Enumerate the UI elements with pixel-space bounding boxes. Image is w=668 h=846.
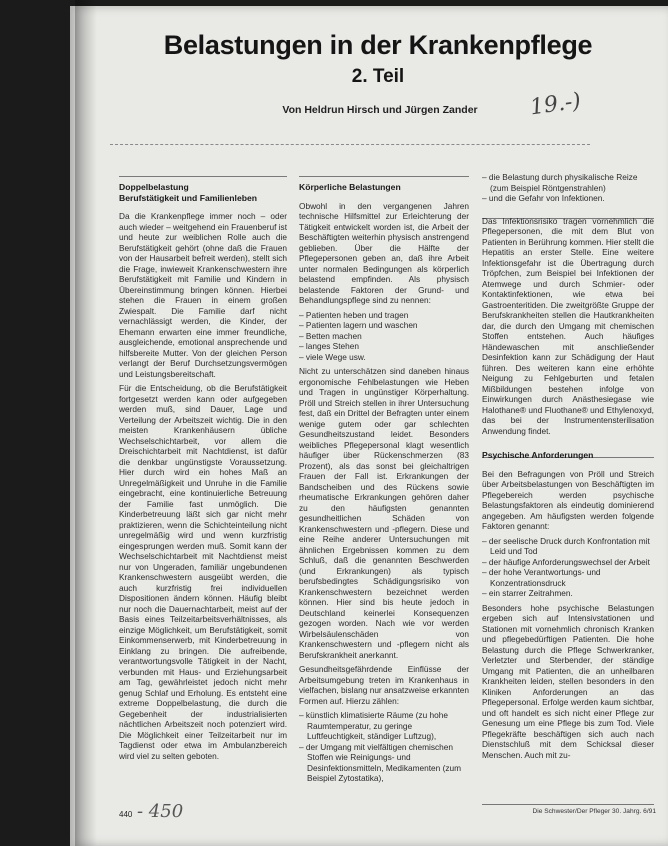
paragraph: Bei den Befragungen von Pröll und Streich über Arbeitsbelastungen von Beschäftigten im Pflegebereich werden psychische Belastungsfaktoren als eindeutig dominierend angegeben. Am häufigsten werden folgende Faktoren genannt: (482, 468, 654, 531)
paragraph: Obwohl in den vergangenen Jahren technische Hilfsmittel zur Erleichterung der Tätigkeit entwickelt worden ist, die Arbeit der Beschäftigten weiterhin physisch anstrengend geblieben. Über die Hälfte der Pflegepersonen geben an, daß ihre Arbeit unter normalen Bedingungen als körperlich belastend empfinden. Als physisch belastende Faktoren der Grund- und Behandlungspflege sind zu nennen: (299, 200, 469, 305)
list-item: – der Umgang mit vielfältigen chemischen Stoffen wie Reinigungs- und Desinfektionsmitteln, Medikamenten (zum Beispiel Zytostatika), (299, 742, 469, 784)
list-item: – der seelische Druck durch Konfrontation mit Leid und Tod (482, 536, 654, 557)
section-heading: Psychische Anforderungen (482, 450, 594, 460)
article-subtitle: 2. Teil (351, 66, 405, 87)
paragraph: Da die Krankenpflege immer noch – oder auch wieder – weitgehend ein Frauenberuf ist und heute zur weiblichen Rolle auch die Berufstätigkeit gehört (ohne daß die Frauen von der Hausarbeit befreit werden), stellt sich die Frage, inwieweit Krankenschwestern ihre Berufstätigkeit mit Familie und Kindern in Übereinstimmung bringen können. Hierbei stehen die Frauen in einem großen Zwiespalt. Die Familie darf nicht vernachlässigt werden, die Kinder, der Ehemann erwarten eine immer freundliche, ausgleichende, emotional ansprechende und hilfsbereite Mutter. Von der gleichen Person verlangt der Beruf Durchsetzungsvermögen und Leistungsbereitschaft. (119, 211, 287, 379)
list-item: – Patienten heben und tragen (299, 310, 469, 321)
paragraph: Gesundheitsgefährdende Einflüsse der Arbeitsumgebung treten im Krankenhaus in vielfachen, bislang nur ansatzweise erkannten Formen auf. Hierzu zählen: (299, 664, 469, 706)
bullet-list (482, 536, 654, 599)
header-separator (110, 144, 590, 146)
handwritten-annotation: 19.-) (528, 88, 583, 121)
list-item: – langes Stehen (299, 341, 469, 352)
paragraph: Besonders hohe psychische Belastungen ergeben sich auf Intensivstationen und Stationen mit vornehmlich chronisch Kranken und pflegebedürftigen Patienten. Die hohe Belastung durch die Pflege Schwerkranker, Verletzter und Sterbender, der ständige Umgang mit Patienten, die an unheilbaren Krankheiten leiden, stellen besonders in den Kliniken Anforderungen an das Pflegepersonal. Erfolge werden kaum sichtbar, und oft handelt es sich nicht einer Pflege zur Genesung um eine Pflege bis zum Tod. Viele Pflegekräfte beschäftigen sich auch nach Dienstschluß mit dem Schicksal dieser Menschen. Auch mit zu- (482, 602, 654, 760)
article-title: Belastungen in der Krankenpflege (163, 30, 593, 60)
article-authors: Von Heldrun Hirsch und Jürgen Zander (282, 104, 478, 116)
heading-line: Berufstätigkeit und Familienleben (119, 192, 257, 203)
column-rule (119, 176, 287, 177)
list-item: – Betten machen (299, 331, 469, 342)
journal-footer: Die Schwester/Der Pfleger 30. Jahrg. 6/91 (532, 808, 656, 815)
bullet-list (482, 172, 654, 204)
list-item: – die Belastung durch physikalische Reize (zum Beispiel Röntgenstrahlen) (482, 172, 654, 193)
paragraph: Nicht zu unterschätzen sind daneben hinaus ergonomische Fehlbelastungen wie Heben und Tragen in ungünstiger Körperhaltung. Pröll und Streich stellen in ihrer Untersuchung fest, daß ein Drittel der Befragten unter einem wenige gutem oder gar schlechten Gesundheitszustand leidet. Besonders weibliches Pflegepersonal klagt wesentlich häufiger über Rückenschmerzen (83 Prozent), als das sonst bei gleichaltrigen Frauen der Fall ist. Erkrankungen der Bandscheiben und des Rückens sowie rheumatische Erkrankungen gehören daher zu den häufigsten genannten gesundheitlichen Schäden von Krankenschwestern und -pflegern. Diese und eine Reihe anderer Untersuchungen mit ähnlichen Ergebnissen kommen zu dem Schluß, daß die genannten Beschwerden (und Erkrankungen) als typisch berufsbedingtes Schädigungsrisiko von Krankenschwestern bezeichnet werden können. Hier sind bis heute jedoch in Deutschland keinerlei Konsequenzen gezogen worden. Nach wie vor werden Wirbelsäulenschäden von Krankenschwestern und -pflegern nicht als Berufskrankheit anerkannt. (299, 366, 469, 660)
heading-line: Doppelbelastung (119, 182, 189, 192)
list-item: – der hohe Verantwortungs- und Konzentrationsdruck (482, 567, 654, 588)
column-3 (482, 172, 654, 764)
section-heading (119, 182, 287, 203)
bullet-list (299, 310, 469, 363)
list-item: – künstlich klimatisierte Räume (zu hohe Raumtemperatur, zu geringe Luftfeuchtigkeit, ständiger Luftzug), (299, 710, 469, 742)
paragraph: Für die Entscheidung, ob die Berufstätigkeit fortgesetzt werden kann oder aufgegeben werden muß, sind Dauer, Lage und Verteilung der Arbeitszeit wichtig. Die in den meisten Krankenhäusern übliche Wechselschichtarbeit, vor allem die Dreischichtarbeit mit Nachtdienst, ist dafür die denkbar ungünstigste Voraussetzung. Hier durch wird ein hohes Maß an Unregelmäßigkeit und Unruhe in die Familie eingebracht, eine kontinuierliche Betreuung der Familie fast unmöglich. Die Kinderbetreuung läßt sich gar nicht mehr praktizieren, wenn die Schichteinteilung nicht unregelmäßig wird und wenn kurzfristig eingesprungen werden muß. Somit kann der Wechselschichtarbeit mit Nachtdienst meist nur von Ungeraden, familiär ungebundenen Krankenschwestern ausgeübt werden, die auch kurzfristig frei individuellen Dispositionen ändern können. Häufig bleibt nur noch die Dauernachtarbeit, meist auf der Basis eines Teilzeitarbeitsverhältnisses, als einzige Möglichkeit, um Berufstätigkeit, somit Einkommenserwerb, mit Kinderbetreuung in Einklang zu bringen. Die aufreibende, verantwortungsvolle Tätigkeit in der Nacht, verbunden mit Haus- und Erziehungsarbeit am Tag, gewährleistet jedoch nicht mehr genug Schlaf und Erholung. Es entsteht eine extreme Doppelbelastung, die durch die Gegebenheit der industrialisierten nächtlichen Arbeitszeit noch potenziert wird. Die Möglichkeit einer Teilzeitarbeit nur im Tagdienst oder etwa im Ambulanzbereich wird viel zu selten geboten. (119, 383, 287, 761)
list-item: – viele Wege usw. (299, 352, 469, 363)
handwritten-page-note: - 450 (137, 801, 184, 822)
list-item: – ein starrer Zeitrahmen. (482, 588, 654, 599)
column-rule (299, 176, 469, 177)
list-item: – Patienten lagern und waschen (299, 320, 469, 331)
bullet-list (299, 710, 469, 784)
paragraph: Das Infektionsrisiko tragen vornehmlich die Pflegepersonen, die mit dem Blut von Patienten in Berührung kommen. Hier stellt die Hepatitis an erster Stelle. Eine weitere Infektionsgefahr ist die Übertragung durch Tröpfchen, zum Beispiel bei Infektionen der Atemwege und durch Schmier- oder Kontaktinfektionen, wie etwa bei Gastroenteritiden. Die zweitgrößte Gruppe der Berufskrankheiten stellen die Hautkrankheiten dar, die durch den Umgang mit chemischen Stoffen entstehen. Auch häufiges Händewaschen mit anschließender Desinfektion kann zur Schädigung der Haut führen. Des weiteren kann eine erhöhte Neigung zu Fehlgeburten und fetalen Mißbildungen bestehen infolge von Einwirkungen durch Anästhesiegase wie Halothane® und Fluothane® und Ethylenoxyd, das bei der Instrumentensterilisation Anwendung findet. (482, 215, 654, 436)
list-item: – und die Gefahr von Infektionen. (482, 193, 654, 204)
column-1 (119, 182, 287, 765)
footer-rule (482, 804, 654, 805)
section-heading: Körperliche Belastungen (299, 182, 401, 192)
page-number: 440 (119, 810, 133, 819)
column-2 (299, 182, 469, 788)
list-item: – der häufige Anforderungswechsel der Arbeit (482, 557, 654, 568)
